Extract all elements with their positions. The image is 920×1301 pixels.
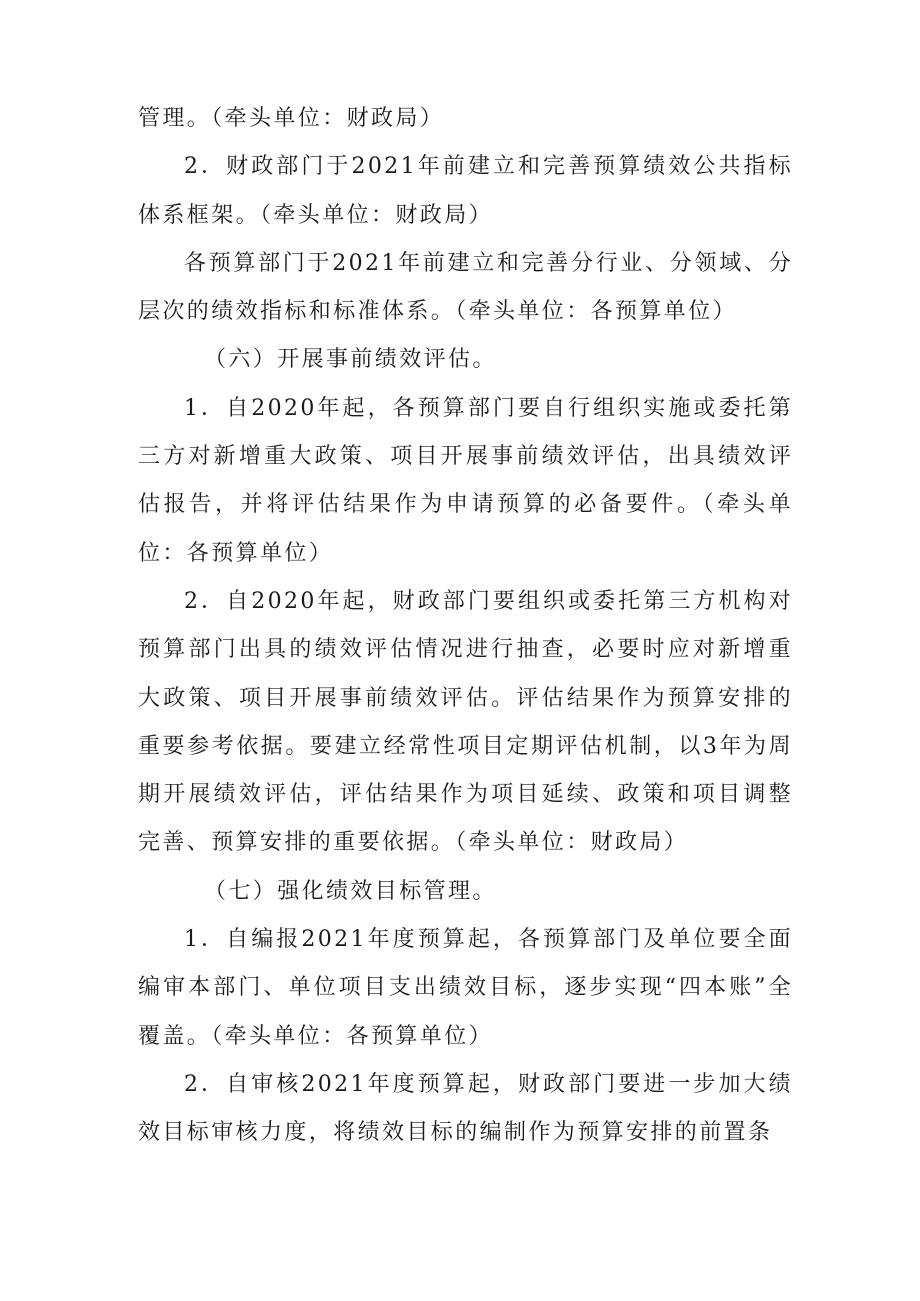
section-heading-7: （七）强化绩效目标管理。 (204, 878, 497, 904)
paragraph-item-2-target-review: 2．自审核2021年度预算起，财政部门要进一步加大绩效目标审核力度，将绩效目标的编制作为预算安排的前置条 (138, 1071, 793, 1146)
paragraph-item-1-prior-assessment: 1．自2020年起，各预算部门要自行组织实施或委托第三方对新增重大政策、项目开展事前绩效评估，出具绩效评估报告，并将评估结果作为申请预算的必备要件。（牵头单位：各预算单位） (138, 395, 793, 566)
section-heading-6: （六）开展事前绩效评估。 (204, 347, 497, 373)
paragraph-item-2-public-indicators: 2．财政部门于2021年前建立和完善预算绩效公共指标体系框架。（牵头单位：财政局） (138, 154, 793, 228)
paragraph-department-indicators: 各预算部门于2021年前建立和完善分行业、分领域、分层次的绩效指标和标准体系。（牵头单位：各预算单位） (138, 250, 793, 325)
document-page (138, 95, 793, 1158)
paragraph-item-1-target-compilation: 1．自编报2021年度预算起，各预算部门及单位要全面编审本部门、单位项目支出绩效目标，逐步实现“四本账”全覆盖。（牵头单位：各预算单位） (138, 927, 793, 1049)
paragraph-continuation: 管理。（牵头单位：财政局） (138, 106, 445, 131)
paragraph-item-2-spot-check: 2．自2020年起，财政部门要组织或委托第三方机构对预算部门出具的绩效评估情况进行抽查，必要时应对新增重大政策、项目开展事前绩效评估。评估结果作为预算安排的重要参考依据。要建立经常性项目定期评估机制，以3年为周期开展绩效评估，评估结果作为项目延续、政策和项目调整完善、预算安排的重要依据。（牵头单位：财政局） (138, 588, 793, 856)
